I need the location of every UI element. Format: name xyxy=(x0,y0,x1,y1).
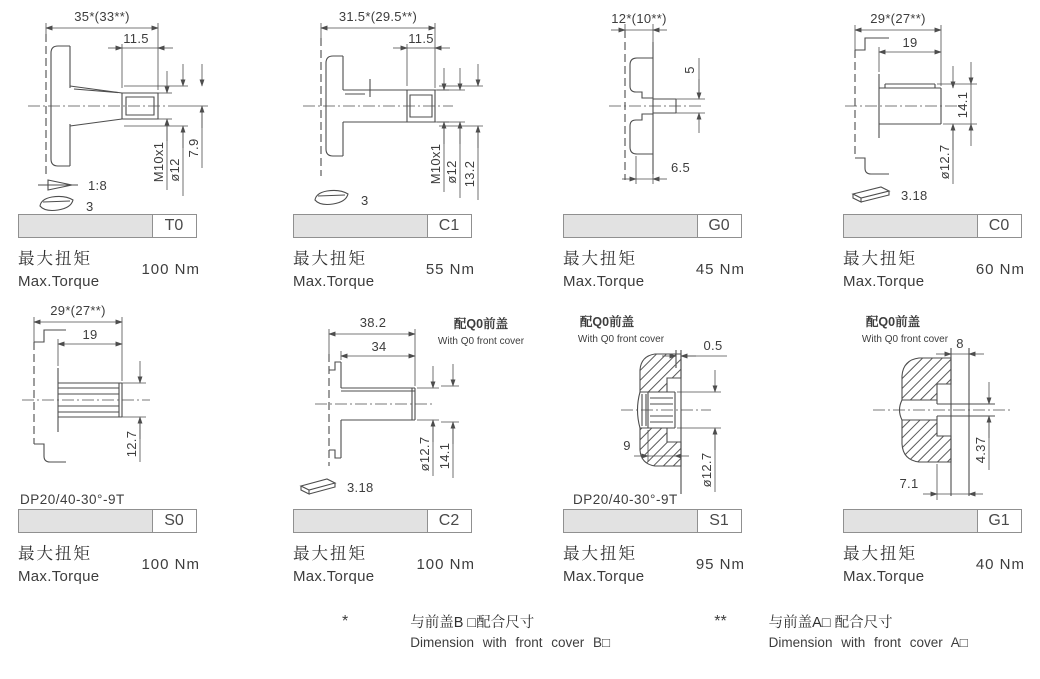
torque-labels xyxy=(843,245,924,290)
footnote-front-cover-a xyxy=(714,611,968,650)
torque-label-cn: 最大扭矩 xyxy=(18,250,92,268)
dim-stub-diameter: 5 xyxy=(682,66,697,74)
dim-diameter: ø12 xyxy=(444,160,459,184)
dim-overall: 31.5*(29.5**) xyxy=(338,9,418,24)
torque-label-en: Max.Torque xyxy=(18,273,100,290)
dim-diameter: ø12 xyxy=(167,158,182,182)
dim-overall: 12*(10**) xyxy=(611,11,667,26)
key-size: 3 xyxy=(361,193,369,208)
torque-label-cn: 最大扭矩 xyxy=(293,250,367,268)
dim-overall: 35*(33**) xyxy=(74,9,130,24)
dim-length: 34 xyxy=(371,339,387,354)
double-asterisk-mark: ** xyxy=(714,613,727,630)
footnote-text xyxy=(410,611,610,650)
torque-label-en: Max.Torque xyxy=(843,273,925,290)
dim-height: 7.9 xyxy=(186,138,201,158)
dim-height: 14.1 xyxy=(437,442,452,470)
panel-s0 xyxy=(0,304,275,585)
torque-label-cn: 最大扭矩 xyxy=(843,545,917,563)
code-bar xyxy=(563,214,741,238)
dim-overall: 29*(27**) xyxy=(870,11,926,26)
torque-row xyxy=(563,540,745,585)
torque-labels xyxy=(293,245,374,290)
code-bar xyxy=(843,509,1021,533)
front-cover-note-cn: 配Q0前盖 xyxy=(453,317,509,331)
dim-overall: 38.2 xyxy=(359,315,387,330)
code-bar xyxy=(293,509,471,533)
s1-drawing xyxy=(563,304,819,509)
dim-diameter: ø12.7 xyxy=(699,452,714,488)
torque-label-cn: 最大扭矩 xyxy=(563,250,637,268)
key-size: 3 xyxy=(86,199,94,214)
spline-spec: DP20/40-30°-9T xyxy=(20,492,125,507)
front-cover-note-en: With Q0 front cover xyxy=(577,334,665,345)
woodruff-key-icon xyxy=(315,190,369,208)
footnotes xyxy=(0,611,1040,650)
torque-row xyxy=(293,540,475,585)
code-label: T0 xyxy=(152,214,197,238)
key-size: 3.18 xyxy=(901,188,928,203)
panel-g0 xyxy=(545,0,825,290)
torque-row xyxy=(18,245,200,290)
code-bar xyxy=(293,214,471,238)
torque-value: 45 Nm xyxy=(695,261,745,278)
g1-part-outline xyxy=(873,348,1011,496)
torque-value: 100 Nm xyxy=(141,261,200,278)
footnote-en: Dimension with front cover B□ xyxy=(410,635,611,650)
footnote-text xyxy=(769,611,968,650)
panel-g1 xyxy=(825,304,1040,585)
torque-label-en: Max.Torque xyxy=(563,273,645,290)
dim-diameter: ø12.7 xyxy=(937,144,952,180)
footnote-en: Dimension with front cover A□ xyxy=(768,635,968,650)
dim-diameter: ø12.7 xyxy=(417,436,432,472)
code-label: S1 xyxy=(697,509,742,533)
g0-part-outline xyxy=(609,30,703,180)
c1-dimensions xyxy=(321,9,483,200)
taper-ratio: 1:8 xyxy=(88,178,107,193)
dim-offset: 6.5 xyxy=(671,160,690,175)
torque-value: 55 Nm xyxy=(425,261,475,278)
c0-dimensions xyxy=(855,11,977,184)
dim-height: 13.2 xyxy=(462,160,477,188)
dim-overall: 29*(27**) xyxy=(50,304,106,318)
torque-labels xyxy=(563,540,644,585)
torque-label-cn: 最大扭矩 xyxy=(293,545,367,563)
torque-label-en: Max.Torque xyxy=(293,273,375,290)
dim-thread-length: 11.5 xyxy=(408,31,434,46)
torque-value: 100 Nm xyxy=(141,556,200,573)
dim-depth: 7.1 xyxy=(899,476,919,491)
s0-drawing xyxy=(18,304,274,509)
dim-diameter: 12.7 xyxy=(124,430,139,458)
spline-spec: DP20/40-30°-9T xyxy=(573,492,678,507)
c2-drawing xyxy=(293,304,549,509)
panel-c1 xyxy=(275,0,545,290)
front-cover-note-en: With Q0 front cover xyxy=(437,336,525,347)
parallel-key-icon xyxy=(301,479,374,495)
code-label: S0 xyxy=(152,509,197,533)
torque-labels xyxy=(563,245,644,290)
panel-c2 xyxy=(275,304,545,585)
t0-dimensions xyxy=(46,9,208,196)
dim-width: 8 xyxy=(956,336,964,351)
dim-height: 14.1 xyxy=(955,91,970,119)
g0-drawing xyxy=(563,0,819,214)
torque-labels xyxy=(843,540,924,585)
footnote-cn: 与前盖A□ 配合尺寸 xyxy=(768,615,893,631)
dim-offset: 0.5 xyxy=(703,338,723,353)
front-cover-note-en: With Q0 front cover xyxy=(861,334,949,345)
code-label: G1 xyxy=(977,509,1022,533)
torque-label-en: Max.Torque xyxy=(563,568,645,585)
panel-t0 xyxy=(0,0,275,290)
front-cover-note-cn: 配Q0前盖 xyxy=(579,315,635,329)
torque-label-en: Max.Torque xyxy=(293,568,375,585)
torque-value: 100 Nm xyxy=(416,556,475,573)
panel-s1 xyxy=(545,304,825,585)
dim-thread: M10x1 xyxy=(428,143,443,185)
code-bar xyxy=(18,214,196,238)
s1-part-outline xyxy=(621,350,711,494)
code-bar xyxy=(843,214,1021,238)
t0-drawing xyxy=(18,0,274,214)
front-cover-note-cn: 配Q0前盖 xyxy=(865,315,921,329)
torque-labels xyxy=(18,245,99,290)
dim-length: 19 xyxy=(82,327,98,342)
dim-length: 9 xyxy=(623,438,631,453)
torque-label-en: Max.Torque xyxy=(18,568,100,585)
dim-length: 19 xyxy=(902,35,918,50)
dim-thread: M10x1 xyxy=(151,141,166,183)
code-label: C1 xyxy=(427,214,472,238)
torque-value: 60 Nm xyxy=(975,261,1025,278)
asterisk-mark: * xyxy=(342,613,349,630)
code-label: G0 xyxy=(697,214,742,238)
code-label: C0 xyxy=(977,214,1022,238)
code-bar xyxy=(18,509,196,533)
torque-row xyxy=(293,245,475,290)
g1-drawing xyxy=(843,304,1040,509)
torque-row xyxy=(843,540,1025,585)
c0-drawing xyxy=(843,0,1040,214)
torque-label-cn: 最大扭矩 xyxy=(843,250,917,268)
torque-label-cn: 最大扭矩 xyxy=(563,545,637,563)
parallel-key-icon xyxy=(853,187,928,203)
dim-slot: 4.37 xyxy=(973,436,988,464)
key-size: 3.18 xyxy=(347,480,374,495)
footnote-front-cover-b xyxy=(342,611,610,650)
torque-labels xyxy=(18,540,99,585)
woodruff-key-icon xyxy=(40,196,94,214)
torque-label-en: Max.Torque xyxy=(843,568,925,585)
footnote-cn: 与前盖B □配合尺寸 xyxy=(410,615,535,631)
torque-row xyxy=(18,540,200,585)
torque-row xyxy=(563,245,745,290)
c1-drawing xyxy=(293,0,549,214)
torque-labels xyxy=(293,540,374,585)
torque-row xyxy=(843,245,1025,290)
torque-value: 95 Nm xyxy=(695,556,745,573)
dim-thread-length: 11.5 xyxy=(123,31,149,46)
code-label: C2 xyxy=(427,509,472,533)
panel-c0 xyxy=(825,0,1040,290)
taper-icon xyxy=(38,178,107,193)
code-bar xyxy=(563,509,741,533)
torque-value: 40 Nm xyxy=(975,556,1025,573)
torque-label-cn: 最大扭矩 xyxy=(18,545,92,563)
